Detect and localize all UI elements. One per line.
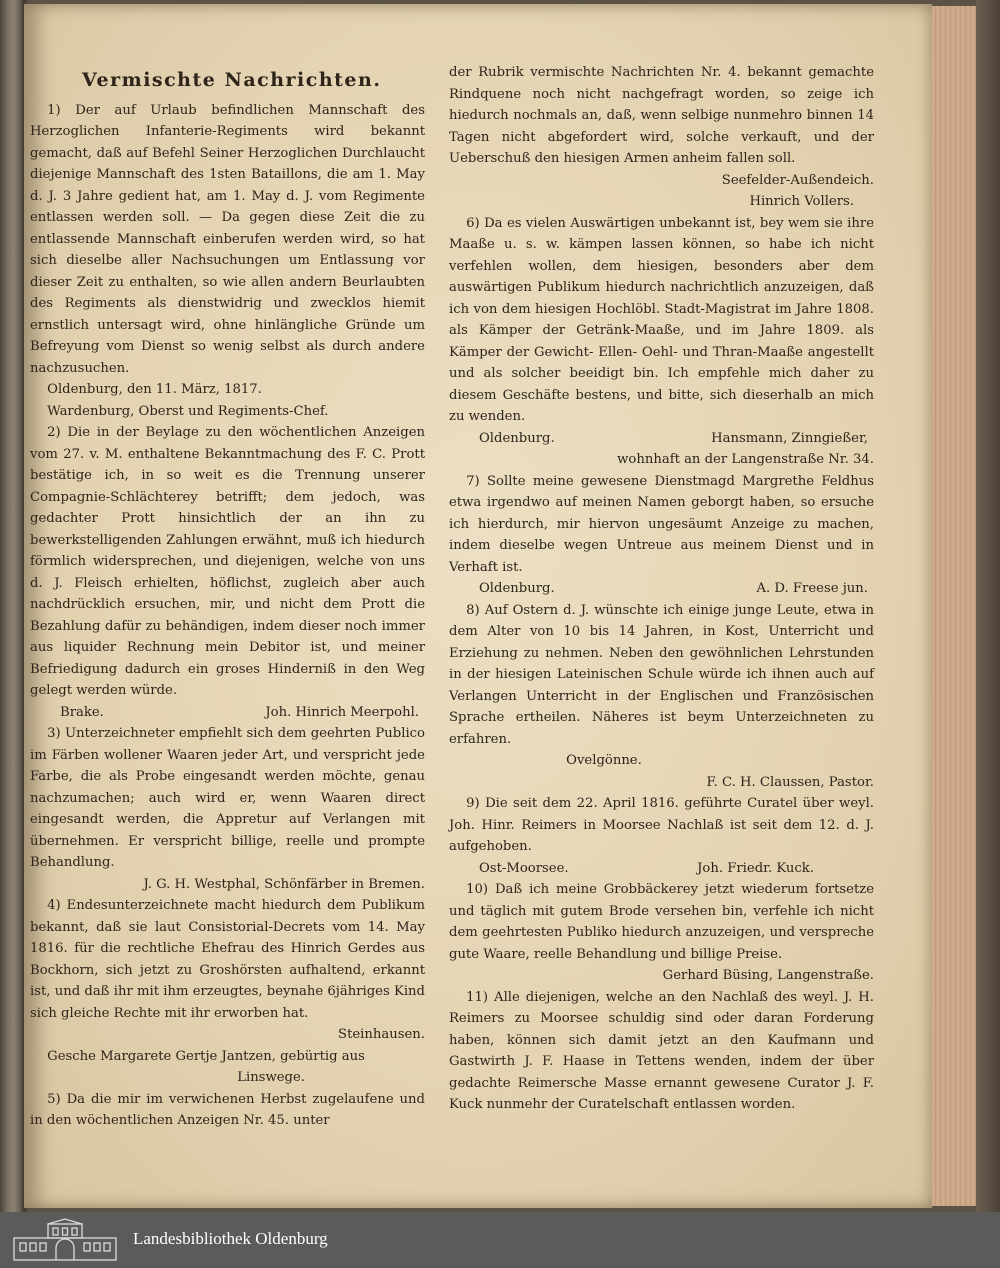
notice-4-text: 4) Endesunterzeichnete macht hiedurch dem Publikum bekannt, daß sie laut Consistorial-Decrets vom 14. May 1816. für die rechtliche Ehefrau des Hinrich Gerdes aus Bockhorn, sich jetzt zu Groshörsten aufhaltend, erkannt ist, und daß ihr mit ihm erzeugtes, beynahe 6jähriges Kind sich gleiche Rechte mit ihr erworben hat. xyxy=(30,898,425,1021)
library-footer xyxy=(0,1212,1000,1268)
library-building-icon xyxy=(8,1218,122,1262)
notice-2-text: 2) Die in der Beylage zu den wöchentlichen Anzeigen vom 27. v. M. enthaltene Bekanntmachung des F. C. Prott bestätige ich, in so weit es die Trennung unserer Compagnie-Schlächterey betrifft; dem jedoch, was gedachter Prott hinsichtlich der an ihn zu bewerkstelligenden Zahlungen erwähnt, muß ich hiedurch förmlich widersprechen, und diejenigen, welche von uns d. J. Fleisch erhielten, höflichst, zugleich aber auch nachdrücklich ersuchen, mir, und nicht dem Prott die Bezahlung dafür zu behändigen, indem dieser noch immer aus liquider Rechnung mein Debitor ist, und meiner Befriedigung dadurch ein groses Hinderniß in den Weg gelegt werden würde. xyxy=(30,425,425,698)
notice-4-place: Steinhausen. xyxy=(338,1027,425,1042)
right-column xyxy=(449,62,874,1116)
notice-2-place: Brake. xyxy=(60,704,104,720)
newspaper-page xyxy=(24,4,932,1208)
notice-2-signature: Joh. Hinrich Meerpohl. xyxy=(265,704,419,720)
section-heading: Vermischte Nachrichten. xyxy=(82,69,382,91)
notice-11-text: 11) Alle diejenigen, welche an den Nachlaß des weyl. J. H. Reimers zu Moorsee schuldig sind oder daran Forderung haben, können sich damit jetzt an den Kaufmann und Gastwirth J. F. Haase in Tettens wenden, indem der über gedachte Reimersche Masse ernannt gewesene Curator J. F. Kuck nunmehr der Curatelschaft entlassen worden. xyxy=(449,989,874,1112)
notice-4-signature: Gesche Margarete Gertje Jantzen, gebürtig aus xyxy=(47,1048,365,1064)
notice-5-place: Seefelder-Außendeich. xyxy=(721,172,874,188)
notice-3-signature: J. G. H. Westphal, Schönfärber in Bremen. xyxy=(143,876,425,892)
notice-6-signature: Hansmann, Zinngießer, xyxy=(711,430,868,446)
notice-2-signature-row xyxy=(30,702,425,724)
notice-7-signature-row xyxy=(449,578,874,600)
notice-1-signature: Wardenburg, Oberst und Regiments-Chef. xyxy=(47,403,329,419)
notice-10-signature: Gerhard Büsing, Langenstraße. xyxy=(662,968,874,983)
notice-5-signature: Hinrich Vollers. xyxy=(749,194,854,209)
notice-5-text: 5) Da die mir im verwichenen Herbst zugelaufene und in den wöchentlichen Anzeigen Nr. 45. unter xyxy=(30,1091,425,1128)
notice-10-text: 10) Daß ich meine Grobbäckerey jetzt wiederum fortsetze und täglich mit gutem Brode versehen bin, verfehle ich nicht dem geehrtesten Publiko hiedurch anzuzeigen, und verspreche gute Waare, reelle Behandlung und billige Preise. xyxy=(449,882,874,962)
notice-5-continuation: der Rubrik vermischte Nachrichten Nr. 4. bekannt gemachte Rindquene noch nicht nachgefragt worden, so zeige ich hiedurch nochmals an, daß, wenn selbige nunmehro binnen 14 Tagen nicht abgefordert wird, solche verkauft, und der Ueberschuß den hiesigen Armen anheim fallen soll. xyxy=(449,65,874,166)
page-edge xyxy=(932,6,976,1206)
notice-7-signature: A. D. Freese jun. xyxy=(756,581,868,596)
notice-9-text: 9) Die seit dem 22. April 1816. geführte Curatel über weyl. Joh. Hinr. Reimers in Moorsee Nachlaß ist seit dem 12. d. J. aufgehoben. xyxy=(449,796,874,854)
notice-3-text: 3) Unterzeichneter empfiehlt sich dem geehrten Publico im Färben wollener Waaren jeder Art, und verspricht jede Farbe, die als Probe eingesandt werden möchte, genau nachzumachen; auch wird er, wenn Waaren direct eingesandt werden, die Appretur auf Verlangen mit übernehmen. Er verspricht billige, reelle und prompte Behandlung. xyxy=(30,726,425,870)
notice-7-text: 7) Sollte meine gewesene Dienstmagd Margrethe Feldhus etwa irgendwo auf meinen Namen geborgt haben, so ersuche ich hierdurch, mir hiervon ungesäumt Anzeige zu machen, indem dieselbe wegen Untreue aus meinem Dienst und in Verhaft ist. xyxy=(449,473,874,575)
notice-9-signature-row xyxy=(449,858,874,880)
notice-6-signature-row xyxy=(449,428,874,450)
notice-9-place: Ost-Moorsee. xyxy=(479,860,569,876)
notice-1-date: Oldenburg, den 11. März, 1817. xyxy=(47,382,262,397)
edge-shadow xyxy=(976,0,1000,1212)
notice-6-address: wohnhaft an der Langenstraße Nr. 34. xyxy=(617,452,874,467)
notice-1-text: 1) Der auf Urlaub befindlichen Mannschaft des Herzoglichen Infanterie-Regiments wird bekannt gemacht, daß auf Befehl Seiner Herzoglichen Durchlaucht diejenige Mannschaft des 1sten Bataillons, die am 1. May d. J. 3 Jahre gedient hat, am 1. May d. J. vom Regimente entlassen werden soll. — Da gegen diese Zeit die zu entlassende Mannschaft einberufen werden wird, so hat sich dieselbe aller Nachsuchungen um Entlassung vor dieser Zeit zu enthalten, so wie allen andern Beurlaubten des Regiments als dienstwidrig und zwecklos hiemit ernstlich untersagt wird, ohne hinlängliche Gründe um Befreyung vom Dienst so wenig selbst als durch andere nachzusuchen. xyxy=(30,102,425,376)
notice-6-text: 6) Da es vielen Auswärtigen unbekannt ist, bey wem sie ihre Maaße u. s. w. kämpen lassen können, so habe ich nicht verfehlen wollen, dem hiesigen, besonders aber dem auswärtigen Publikum hiedurch nachrichtlich anzuzeigen, daß ich von dem hiesigen Hochlöbl. Stadt-Magistrat im Jahre 1808. als Kämper der Getränk-Maaße, und im Jahre 1809. als Kämper der Gewicht- Ellen- Oehl- und Thran-Maaße angestellt und als solcher beeidigt bin. Ich empfehle mich daher zu diesem Geschäfte bestens, und bitte, sich dieserhalb an mich zu wenden. xyxy=(449,215,874,424)
notice-8-place: Ovelgönne. xyxy=(566,753,642,768)
notice-8-signature: F. C. H. Claussen, Pastor. xyxy=(706,774,874,790)
notice-6-place: Oldenburg. xyxy=(479,430,555,446)
notice-4-signature-cont: Linswege. xyxy=(237,1070,305,1085)
notice-9-signature: Joh. Friedr. Kuck. xyxy=(697,860,814,876)
left-column xyxy=(24,62,425,1132)
library-name: Landesbibliothek Oldenburg xyxy=(133,1229,328,1248)
notice-8-text: 8) Auf Ostern d. J. wünschte ich einige junge Leute, etwa in dem Alter von 10 bis 14 Jahren, in Kost, Unterricht und Erziehung zu nehmen. Neben den gewöhnlichen Lehrstunden in der hiesigen Lateinischen Schule würde ich ihnen auch auf Verlangen Unterricht in der Englischen und Französischen Sprache ertheilen. Näheres ist beym Unterzeichneten zu erfahren. xyxy=(449,602,874,747)
notice-7-place: Oldenburg. xyxy=(479,581,555,596)
